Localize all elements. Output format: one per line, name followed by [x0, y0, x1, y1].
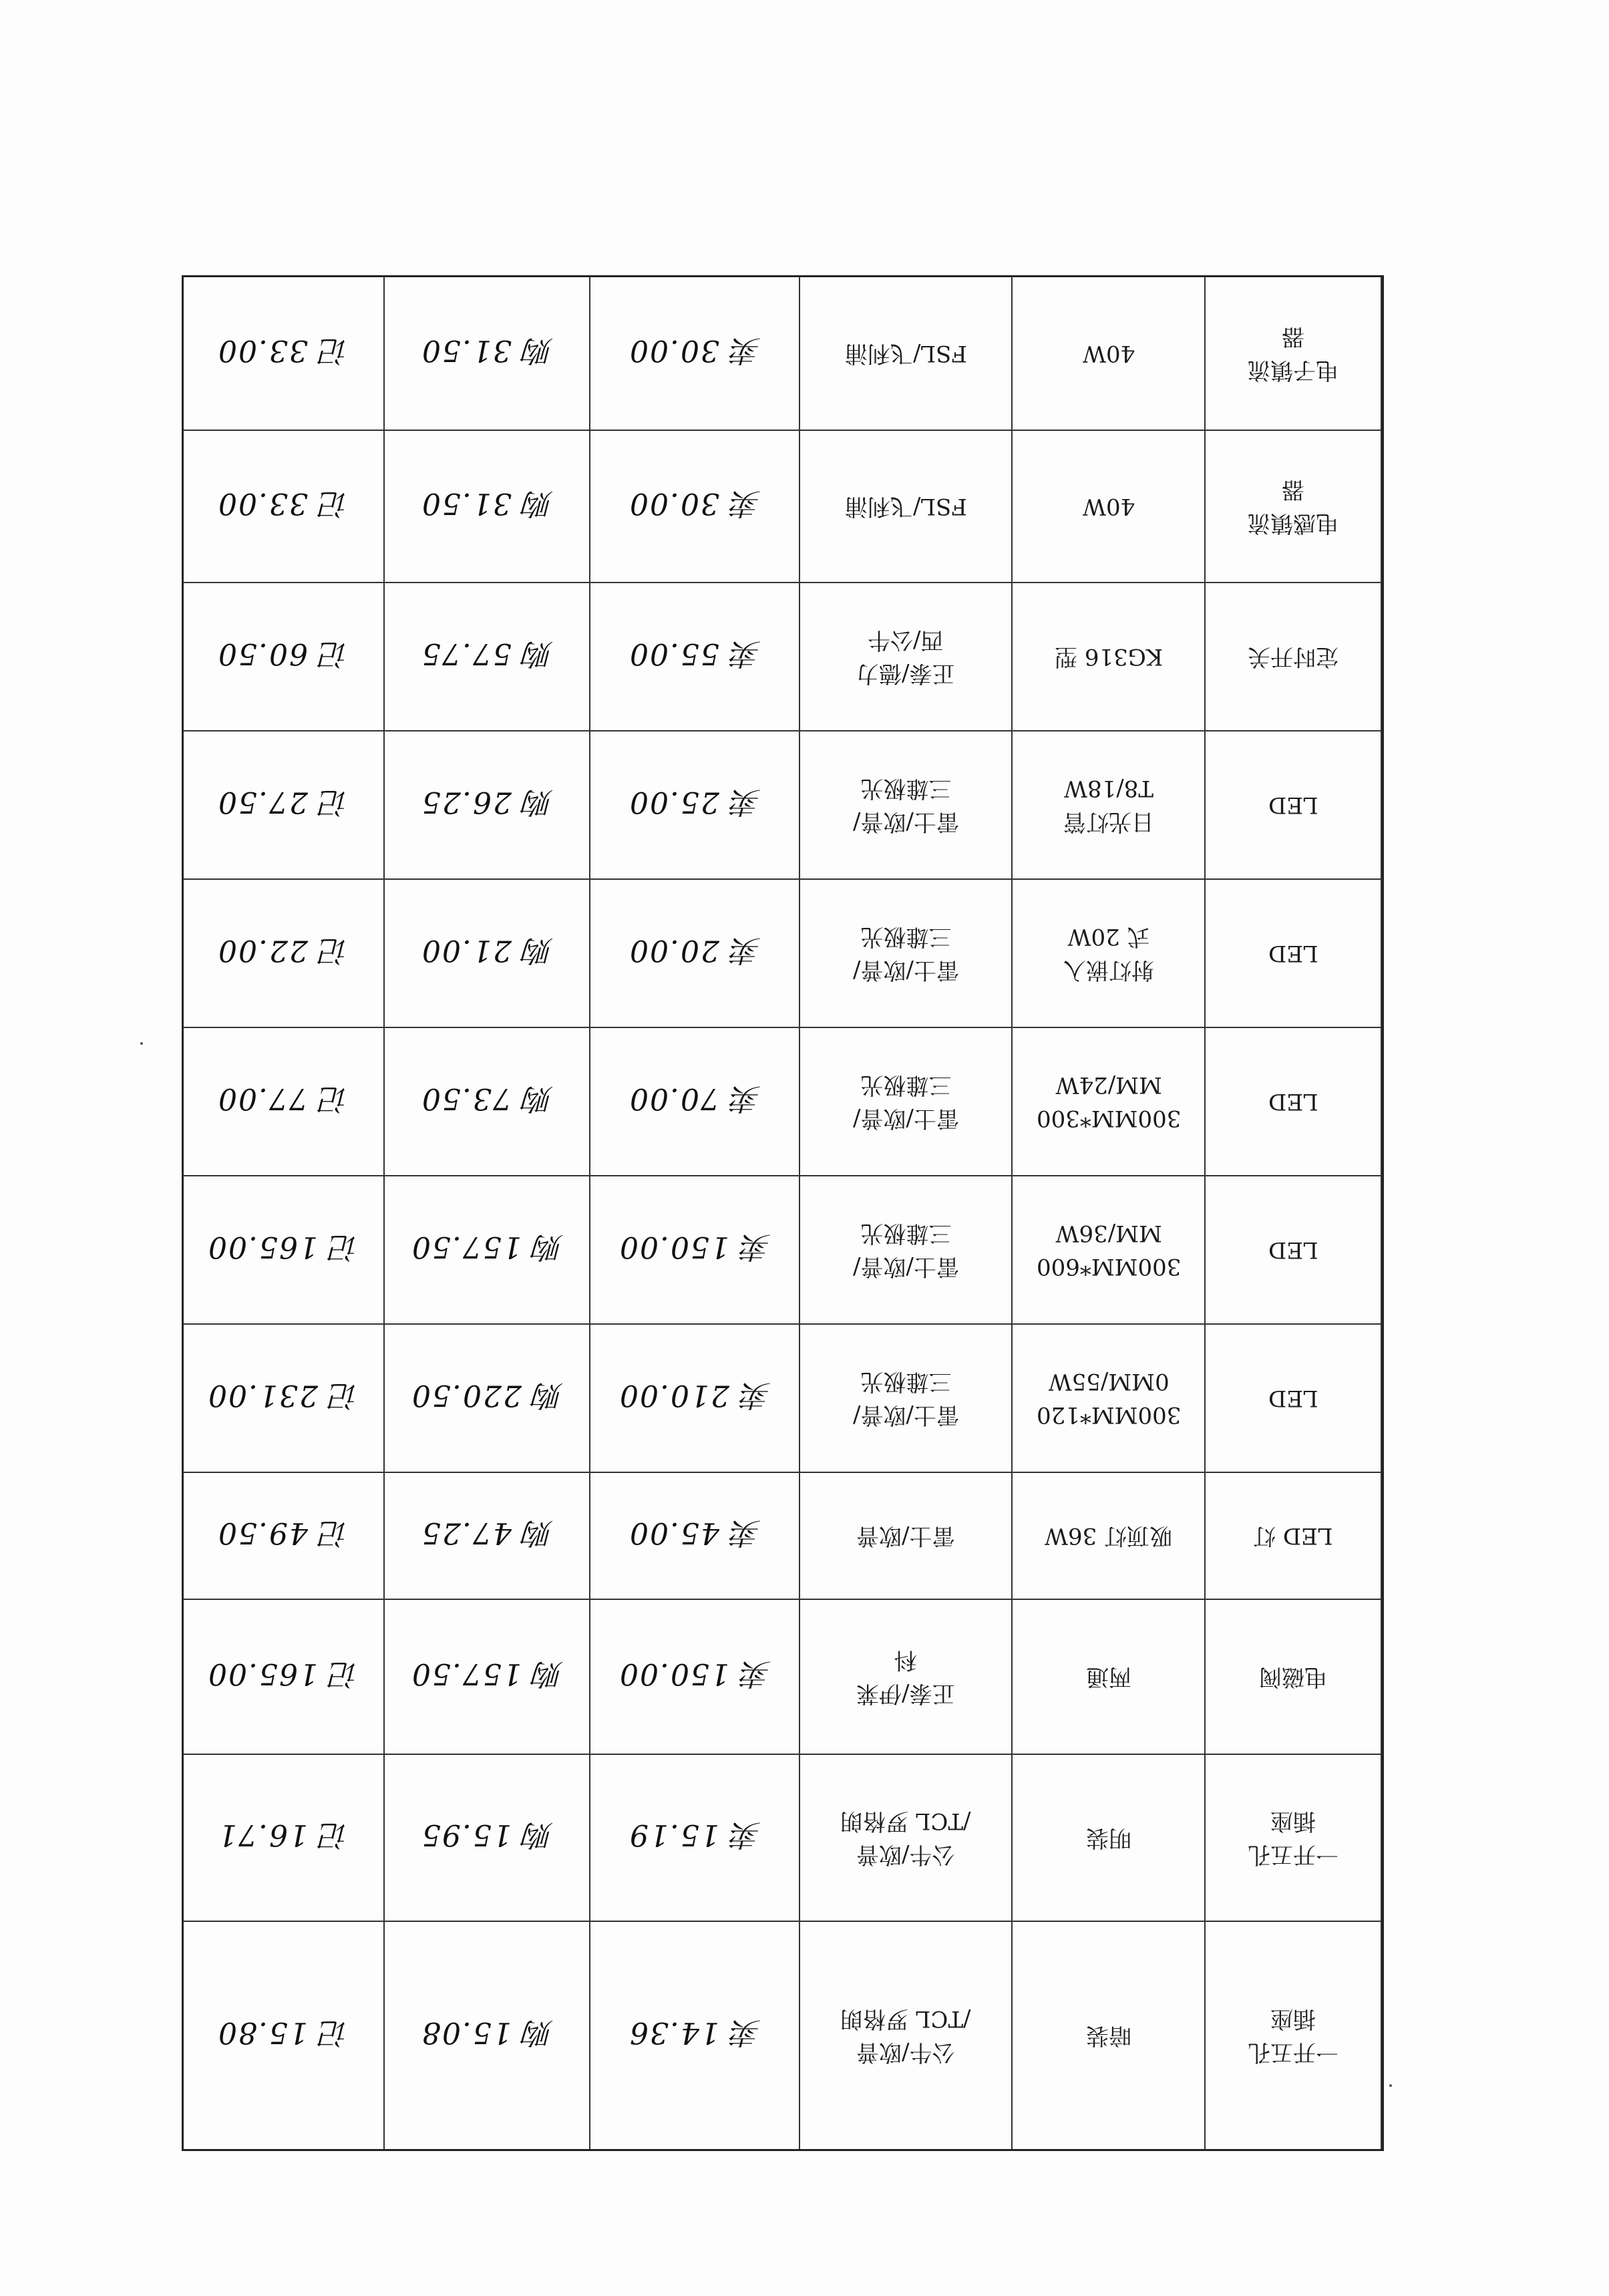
- spec-cell: 明装: [1011, 1755, 1204, 1921]
- total-price-cell: 记 165.00: [207, 1657, 360, 1691]
- total-price-cell: 记 16.71: [217, 1818, 350, 1852]
- total-price-cell: 记 231.00: [207, 1378, 360, 1412]
- total-price-cell: 记 165.00: [207, 1230, 360, 1264]
- brand-cell: 正泰/德力 西/公牛: [799, 583, 1012, 730]
- item-name-cell: LED 灯: [1204, 1473, 1381, 1599]
- row-number-cell: [1381, 1755, 1382, 1921]
- total-price-cell: 记 27.50: [217, 785, 350, 819]
- table-row: [184, 1176, 1382, 1325]
- row-number-cell: [1381, 1028, 1382, 1175]
- spec-cell: 40W: [1011, 277, 1204, 430]
- row-number-cell: [1381, 1176, 1382, 1323]
- brand-cell: FSL/飞利浦: [799, 431, 1012, 582]
- spec-cell: KG316 型: [1011, 583, 1204, 730]
- sell-price-cell: 卖 45.00: [589, 1473, 799, 1599]
- purchase-price-cell: 购 157.50: [383, 1176, 590, 1323]
- purchase-price-cell: 购 21.00: [383, 880, 590, 1027]
- spec-cell: 300MM*600 MM/36W: [1011, 1176, 1204, 1323]
- brand-cell: 公牛/欧普 /TCL 罗格朗: [799, 1755, 1012, 1921]
- row-number-cell: [1381, 731, 1382, 878]
- brand-cell: 雷士/欧普/ 三雄极光: [799, 1028, 1012, 1175]
- item-name-cell: 电子镇流 器: [1204, 277, 1381, 430]
- item-name-cell: LED: [1204, 1028, 1381, 1175]
- sell-price-cell: 卖 25.00: [589, 731, 799, 878]
- price-table: [182, 275, 1384, 2151]
- table-row: [184, 1473, 1382, 1600]
- row-number-cell: [1381, 1922, 1382, 2149]
- brand-cell: 雷士/欧普: [799, 1473, 1012, 1599]
- purchase-price-cell: 购 26.25: [383, 731, 590, 878]
- brand-cell: 正泰/伊莱 科: [799, 1600, 1012, 1754]
- row-number-cell: [1381, 277, 1382, 430]
- sell-price-cell: 卖 55.00: [589, 583, 799, 730]
- total-price-cell: 记 33.00: [217, 486, 350, 520]
- table-row: [184, 583, 1382, 731]
- purchase-price-cell: 购 57.75: [383, 583, 590, 730]
- sell-price-cell: 卖 210.00: [589, 1325, 799, 1472]
- purchase-price-cell: 购 47.25: [383, 1473, 590, 1599]
- total-price-cell: 记 33.00: [217, 333, 350, 367]
- scan-speck: [140, 1042, 143, 1045]
- item-name-cell: 定时开关: [1204, 583, 1381, 730]
- table-row: [184, 880, 1382, 1028]
- brand-cell: 雷士/欧普/ 三雄极光: [799, 1176, 1012, 1323]
- row-number-cell: [1381, 431, 1382, 582]
- item-name-cell: LED: [1204, 880, 1381, 1027]
- purchase-price-cell: 购 220.50: [383, 1325, 590, 1472]
- total-price-cell: 记 60.50: [217, 637, 350, 671]
- row-number-cell: [1381, 880, 1382, 1027]
- spec-cell: 暗装: [1011, 1922, 1204, 2149]
- spec-cell: 300MM*300 MM/24W: [1011, 1028, 1204, 1175]
- table-row: [184, 1755, 1382, 1922]
- total-price-cell: 记 77.00: [217, 1082, 350, 1116]
- item-name-cell: LED: [1204, 1325, 1381, 1472]
- sell-price-cell: 卖 15.19: [589, 1755, 799, 1921]
- row-number-cell: [1381, 1325, 1382, 1472]
- purchase-price-cell: 购 157.50: [383, 1600, 590, 1754]
- purchase-price-cell: 购 31.50: [383, 431, 590, 582]
- total-price-cell: 记 49.50: [217, 1516, 350, 1550]
- item-name-cell: 电磁阀: [1204, 1600, 1381, 1754]
- row-number-cell: [1381, 583, 1382, 730]
- row-number-cell: [1381, 1473, 1382, 1599]
- spec-cell: 两通: [1011, 1600, 1204, 1754]
- item-name-cell: 一开五孔 插座: [1204, 1922, 1381, 2149]
- item-name-cell: LED: [1204, 1176, 1381, 1323]
- sell-price-cell: 卖 30.00: [589, 277, 799, 430]
- spec-cell: 射灯嵌入 式 20W: [1011, 880, 1204, 1027]
- spec-cell: 日光灯管 T8/18W: [1011, 731, 1204, 878]
- sell-price-cell: 卖 14.36: [589, 1922, 799, 2149]
- item-name-cell: LED: [1204, 731, 1381, 878]
- spec-cell: 300MM*120 0MM/55W: [1011, 1325, 1204, 1472]
- purchase-price-cell: 购 15.08: [383, 1922, 590, 2149]
- table-row: [184, 1600, 1382, 1755]
- table-row: [184, 1028, 1382, 1176]
- purchase-price-cell: 购 31.50: [383, 277, 590, 430]
- purchase-price-cell: 购 73.50: [383, 1028, 590, 1175]
- row-number-cell: [1381, 1600, 1382, 1754]
- sell-price-cell: 卖 150.00: [589, 1600, 799, 1754]
- brand-cell: 雷士/欧普/ 三雄极光: [799, 1325, 1012, 1472]
- purchase-price-cell: 购 15.95: [383, 1755, 590, 1921]
- sell-price-cell: 卖 70.00: [589, 1028, 799, 1175]
- total-price-cell: 记 22.00: [217, 933, 350, 967]
- brand-cell: 雷士/欧普/ 三雄极光: [799, 731, 1012, 878]
- sell-price-cell: 卖 20.00: [589, 880, 799, 1027]
- scan-speck: [1389, 2084, 1392, 2087]
- item-name-cell: 一开五孔 插座: [1204, 1755, 1381, 1921]
- spec-cell: 40W: [1011, 431, 1204, 582]
- sell-price-cell: 卖 150.00: [589, 1176, 799, 1323]
- table-row: [184, 1325, 1382, 1473]
- spec-cell: 吸顶灯 36W: [1011, 1473, 1204, 1599]
- brand-cell: FSL/飞利浦: [799, 277, 1012, 430]
- table-row: [184, 277, 1382, 431]
- sell-price-cell: 卖 30.00: [589, 431, 799, 582]
- table-row: [184, 1922, 1382, 2149]
- table-row: [184, 431, 1382, 583]
- brand-cell: 公牛/欧普 /TCL 罗格朗: [799, 1922, 1012, 2149]
- item-name-cell: 电感镇流 器: [1204, 431, 1381, 582]
- table-row: [184, 731, 1382, 880]
- total-price-cell: 记 15.80: [217, 2015, 350, 2049]
- brand-cell: 雷士/欧普/ 三雄极光: [799, 880, 1012, 1027]
